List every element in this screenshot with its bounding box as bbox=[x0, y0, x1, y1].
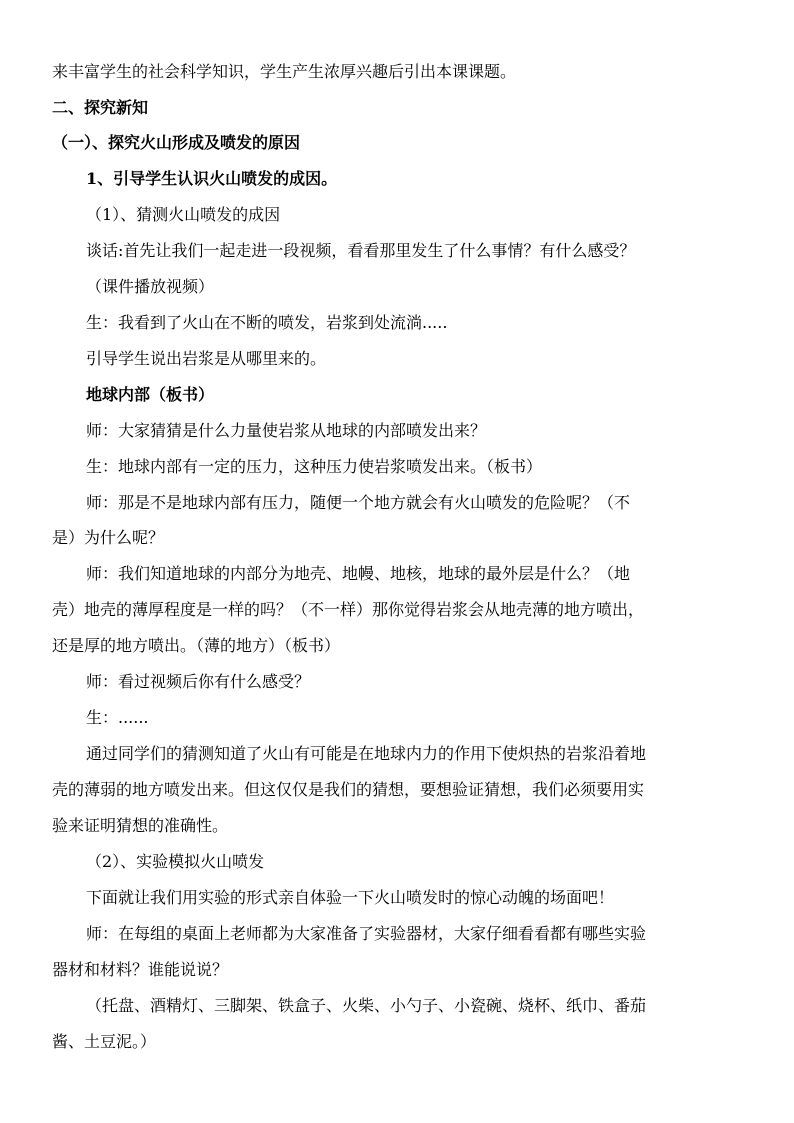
paragraph-line: 引导学生说出岩浆是从哪里来的。 bbox=[86, 349, 327, 368]
paragraph-line: 生：地球内部有一定的压力，这种压力使岩浆喷发出来。（板书） bbox=[86, 457, 543, 476]
paragraph-line: 下面就让我们用实验的形式亲自体验一下火山喷发时的惊心动魄的场面吧！ bbox=[86, 888, 615, 907]
paragraph-line: 师：看过视频后你有什么感受？ bbox=[86, 672, 311, 691]
paragraph-line: 酱、土豆泥。） bbox=[52, 1032, 157, 1051]
subsection-heading: （一）、探究火山形成及喷发的原因 bbox=[52, 133, 301, 152]
board-note: 地球内部（板书） bbox=[86, 385, 215, 404]
subsection-heading: 1、引导学生认识火山喷发的成因。 bbox=[86, 169, 338, 188]
subsection-heading: （2）、实验模拟火山喷发 bbox=[86, 852, 265, 871]
paragraph-line: 师：那是不是地球内部有压力，随便一个地方就会有火山喷发的危险呢？（不 bbox=[86, 493, 631, 512]
paragraph-line: 验来证明猜想的准确性。 bbox=[52, 816, 229, 835]
subsection-heading: （1）、猜测火山喷发的成因 bbox=[86, 205, 281, 224]
paragraph-line: 来丰富学生的社会科学知识，学生产生浓厚兴趣后引出本课课题。 bbox=[52, 62, 517, 81]
paragraph-line: （托盘、酒精灯、三脚架、铁盒子、火柴、小勺子、小瓷碗、烧杯、纸巾、番茄 bbox=[86, 996, 647, 1015]
paragraph-line: 是）为什么呢？ bbox=[52, 528, 165, 547]
paragraph-line: 还是厚的地方喷出。（薄的地方）（板书） bbox=[52, 636, 341, 655]
paragraph-line: 器材和材料？谁能说说？ bbox=[52, 960, 229, 979]
paragraph-line: 师：大家猜猜是什么力量使岩浆从地球的内部喷发出来？ bbox=[86, 421, 487, 440]
paragraph-line: 通过同学们的猜测知道了火山有可能是在地球内力的作用下使炽热的岩浆沿着地 bbox=[86, 744, 647, 763]
paragraph-line: 生：...... bbox=[86, 708, 149, 727]
paragraph-line: 壳）地壳的薄厚程度是一样的吗？（不一样）那你觉得岩浆会从地壳薄的地方喷出， bbox=[52, 600, 645, 619]
section-heading: 二、探究新知 bbox=[52, 98, 149, 117]
paragraph-line: 壳的薄弱的地方喷发出来。但这仅仅是我们的猜想，要想验证猜想，我们必须要用实 bbox=[52, 780, 645, 799]
paragraph-line: 师：我们知道地球的内部分为地壳、地幔、地核，地球的最外层是什么？（地 bbox=[86, 564, 631, 583]
paragraph-line: 生：我看到了火山在不断的喷发，岩浆到处流淌..... bbox=[86, 313, 448, 332]
paragraph-line: 谈话:首先让我们一起走进一段视频，看看那里发生了什么事情？有什么感受？ bbox=[86, 241, 636, 260]
paragraph-line: （课件播放视频） bbox=[86, 277, 215, 296]
paragraph-line: 师：在每组的桌面上老师都为大家准备了实验器材，大家仔细看看都有哪些实验 bbox=[86, 924, 647, 943]
